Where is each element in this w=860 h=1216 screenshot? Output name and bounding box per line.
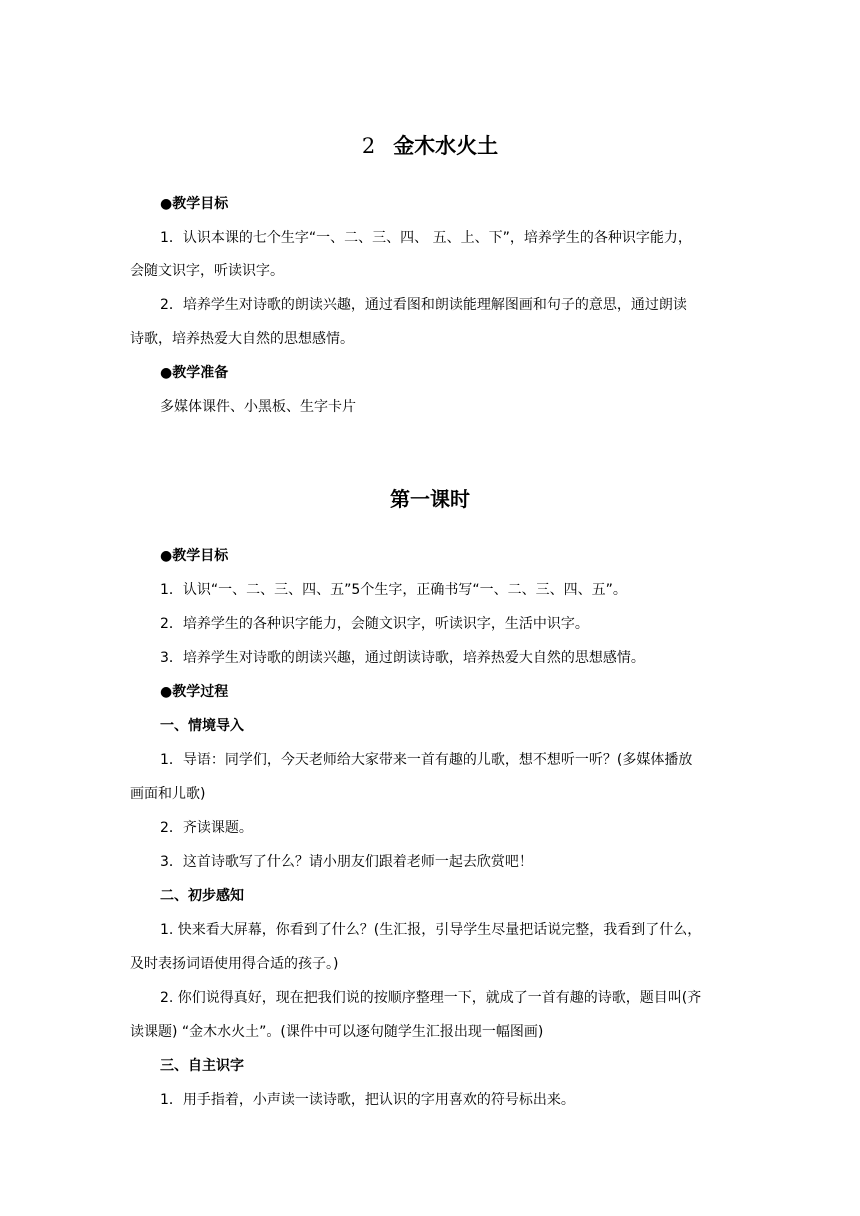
lesson-title-text: 金木水火土 <box>393 134 499 158</box>
part-1-item-3: 3．这首诗歌写了什么？请小朋友们跟着老师一起去欣赏吧！ <box>160 854 533 870</box>
part-3-item-1: 1．用手指着，小声读一读诗歌，把认识的字用喜欢的符号标出来。 <box>160 1092 575 1108</box>
period-title: 第一课时 <box>390 487 470 511</box>
part-1-item-1-line-1: 1．导语：同学们，今天老师给大家带来一首有趣的儿歌，想不想听一听？(多媒体播放 <box>160 752 693 768</box>
lesson-title <box>0 131 860 161</box>
period-goal-3: 3．培养学生对诗歌的朗读兴趣，通过朗读诗歌，培养热爱大自然的思想感情。 <box>160 650 645 666</box>
part-1-item-1-line-2: 画面和儿歌) <box>130 786 206 802</box>
part-3-heading: 三、自主识字 <box>160 1058 244 1074</box>
part-1-item-2: 2．齐读课题。 <box>160 820 253 836</box>
goals-heading: ●教学目标 <box>160 196 229 212</box>
part-2-item-2-line-2: 读课题) “金木水火土”。(课件中可以逐句随学生汇报出现一幅图画) <box>130 1024 544 1040</box>
goal-2-line-2: 诗歌，培养热爱大自然的思想感情。 <box>130 331 354 347</box>
prep-heading: ●教学准备 <box>160 365 229 381</box>
period-goals-heading: ●教学目标 <box>160 548 229 564</box>
prep-text: 多媒体课件、小黑板、生字卡片 <box>160 399 356 415</box>
goal-1-line-1: 1．认识本课的七个生字“一、二、三、四、 五、上、下”，培养学生的各种识字能力， <box>160 230 692 246</box>
part-1-heading: 一、情境导入 <box>160 718 244 734</box>
lesson-number: 2 <box>361 134 376 158</box>
goal-2-line-1: 2．培养学生对诗歌的朗读兴趣，通过看图和朗读能理解图画和句子的意思，通过朗读 <box>160 297 687 313</box>
period-goal-2: 2．培养学生的各种识字能力，会随文识字，听读识字，生活中识字。 <box>160 616 589 632</box>
part-2-item-1-line-2: 及时表扬词语使用得合适的孩子。) <box>130 956 339 972</box>
part-2-item-2-line-1: 2. 你们说得真好，现在把我们说的按顺序整理一下，就成了一首有趣的诗歌，题目叫(齐 <box>160 990 702 1006</box>
goal-1-line-2: 会随文识字，听读识字。 <box>130 263 284 279</box>
part-2-item-1-line-1: 1. 快来看大屏幕，你看到了什么？(生汇报，引导学生尽量把话说完整，我看到了什么， <box>160 922 702 938</box>
process-heading: ●教学过程 <box>160 684 229 700</box>
period-goal-1: 1．认识“一、二、三、四、五”5个生字，正确书写“一、二、三、四、五”。 <box>160 582 627 598</box>
part-2-heading: 二、初步感知 <box>160 888 244 904</box>
